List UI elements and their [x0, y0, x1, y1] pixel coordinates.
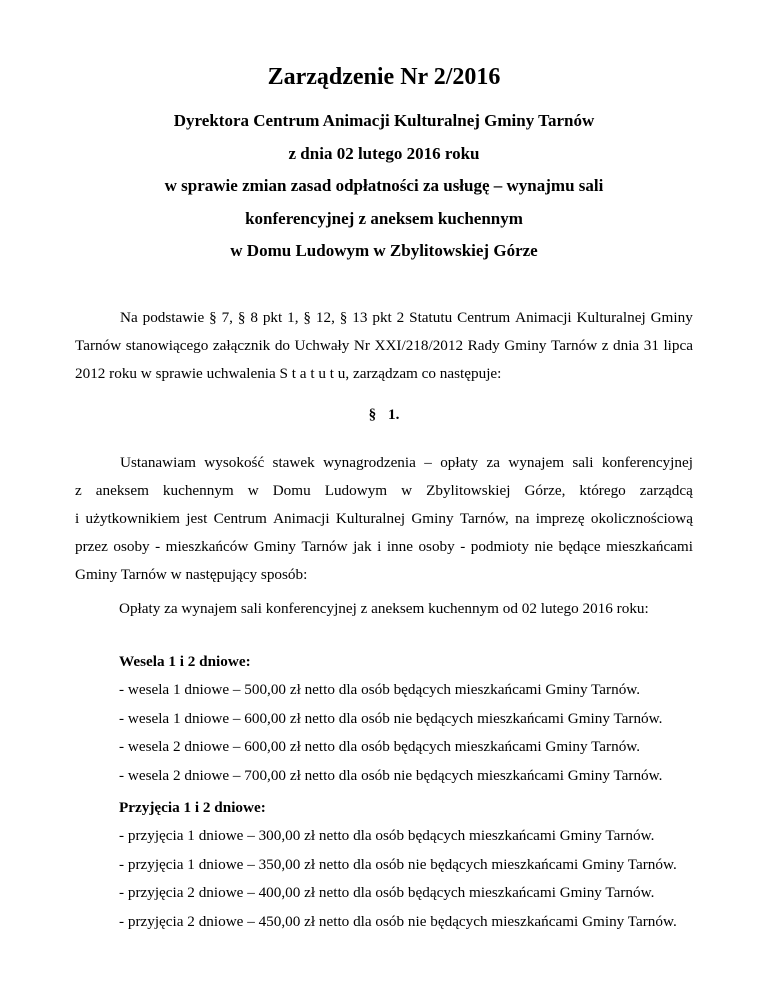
body-line: przez osoby - mieszkańców Gminy Tarnów jak i inne osoby - podmioty nie będące mieszkańcami — [75, 538, 693, 555]
body-line: Ustanawiam wysokość stawek wynagrodzenia – opłaty za wynajem sali konferencyjnej — [120, 454, 693, 471]
fee-item: - wesela 2 dniowe – 700,00 zł netto dla osób nie będących mieszkańcami Gminy Tarnów. — [119, 766, 663, 784]
subtitle-line: w sprawie zmian zasad odpłatności za usługę – wynajmu sali — [164, 176, 604, 195]
fee-item: - wesela 1 dniowe – 500,00 zł netto dla osób będących mieszkańcami Gminy Tarnów. — [119, 681, 641, 698]
fee-group-weddings — [119, 648, 662, 790]
subtitle-line: konferencyjnej z aneksem kuchennym — [245, 208, 523, 228]
intro-line: Tarnów stanowiącego załącznik do Uchwały Nr XXI/218/2012 Rady Gminy Tarnów z dnia 31 lipca — [75, 337, 693, 354]
subtitle-line: w Domu Ludowym w Zbylitowskiej Górze — [230, 241, 538, 260]
body-line: z aneksem kuchennym w Domu Ludowym w Zbylitowskiej Górze, którego zarządcą — [75, 482, 693, 499]
body-line: i użytkownikiem jest Centrum Animacji Kulturalnej Gminy Tarnów, na imprezę okolicznościową — [75, 510, 693, 527]
subtitle-line: z dnia 02 lutego 2016 roku — [288, 143, 480, 163]
fee-item: - przyjęcia 2 dniowe – 450,00 zł netto dla osób nie będących mieszkańcami Gminy Tarnów. — [119, 912, 677, 930]
fee-item: - wesela 2 dniowe – 600,00 zł netto dla osób będących mieszkańcami Gminy Tarnów. — [119, 738, 641, 755]
fees-intro: Opłaty za wynajem sali konferencyjnej z aneksem kuchennym od 02 lutego 2016 roku: — [119, 600, 649, 617]
fee-item: - przyjęcia 1 dniowe – 350,00 zł netto dla osób nie będących mieszkańcami Gminy Tarnów. — [119, 855, 677, 873]
document-subtitle — [0, 105, 768, 268]
document-title: Zarządzenie Nr 2/2016 — [267, 64, 501, 90]
body-paragraph — [75, 449, 693, 589]
fee-item: - wesela 1 dniowe – 600,00 zł netto dla osób nie będących mieszkańcami Gminy Tarnów. — [119, 709, 663, 727]
fee-item: - przyjęcia 2 dniowe – 400,00 zł netto dla osób będących mieszkańcami Gminy Tarnów. — [119, 884, 655, 901]
subtitle-line: Dyrektora Centrum Animacji Kulturalnej Gminy Tarnów — [173, 111, 595, 130]
intro-line: 2012 roku w sprawie uchwalenia S t a t u t u, zarządzam co następuje: — [75, 365, 502, 382]
intro-line: Na podstawie § 7, § 8 pkt 1, § 12, § 13 pkt 2 Statutu Centrum Animacji Kulturalnej Gminy — [120, 309, 693, 326]
fee-group-receptions — [119, 794, 677, 936]
section-mark: § 1. — [368, 406, 400, 423]
fee-group-heading: Wesela 1 i 2 dniowe: — [119, 653, 251, 670]
body-line: Gminy Tarnów w następujący sposób: — [75, 566, 308, 583]
fee-group-heading: Przyjęcia 1 i 2 dniowe: — [119, 799, 266, 816]
intro-paragraph — [75, 304, 693, 388]
fee-item: - przyjęcia 1 dniowe – 300,00 zł netto dla osób będących mieszkańcami Gminy Tarnów. — [119, 827, 655, 844]
